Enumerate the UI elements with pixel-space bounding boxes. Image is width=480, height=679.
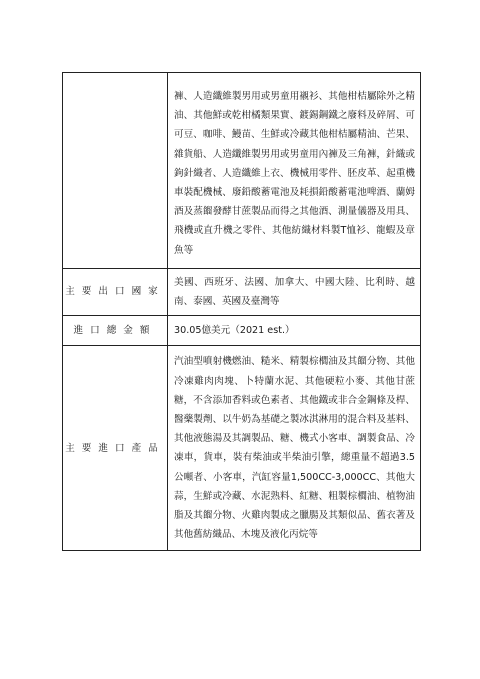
table-row-export-countries <box>63 268 421 315</box>
export-countries-value: 美國、西班牙、法國、加拿大、中國大陸、比利時、越南、泰國、英國及臺灣等 <box>168 268 421 315</box>
export-products-continued-text: 褲、人造纖維製男用或男童用襯衫、其他柑桔屬除外之精油、其他鮮或乾柑橘類果實、鍍錫鋼鐵之廢料及碎屑、可可豆、咖啡、鰻苗、生鮮或冷藏其他柑桔屬精油、芒果、雜貨船、人造纖維製男用或男童用內褲及三角褲，針織或鉤針織者、人造纖維上衣、機械用零件、胚皮革、起重機車裝配機械、廢鉛酸蓄電池及耗損鉛酸蓄電池啤酒、蘭姆酒及蒸餾發酵甘蔗製品而得之其他酒、測量儀器及用具、飛機或直升機之零件、其他紡織材料製T恤衫、龍蝦及章魚等 <box>168 73 421 269</box>
import-total-label: 進口總金額 <box>63 316 168 346</box>
import-products-value: 汽油型噴射機燃油、糙米、精製棕櫚油及其餾分物、其他冷凍雞肉肉塊、卜特蘭水泥、其他硬粒小麥、其他甘蔗糖，不含添加香料或色素者、其他鐵或非合金鋼條及桿、醫藥製劑、以牛奶為基礎之製冰淇淋用的混合料及基料、其他液態湯及其調製品、糖、機式小客車、調製食品、冷凍車，貨車，裝有柴油或半柴油引擎，總重量不超過3.5公噸者、小客車，汽缸容量1,500CC-3,000CC、其他大蒜，生鮮或冷藏、水泥熟料、紅糖、粗製棕櫚油、植物油脂及其餾分物、火雞肉製成之臘腸及其類似品、舊衣著及其他舊紡織品、木塊及液化丙烷等 <box>168 346 421 551</box>
table-label-cell <box>63 73 168 269</box>
table-row-import-total <box>63 316 421 346</box>
import-total-value: 30.05億美元（2021 est.） <box>168 316 421 346</box>
table-row-import-products <box>63 346 421 551</box>
export-countries-label: 主要出口國家 <box>63 268 168 315</box>
country-trade-table <box>62 72 421 551</box>
import-products-label: 主要進口產品 <box>63 346 168 551</box>
table-row-export-products-continued <box>63 73 421 269</box>
